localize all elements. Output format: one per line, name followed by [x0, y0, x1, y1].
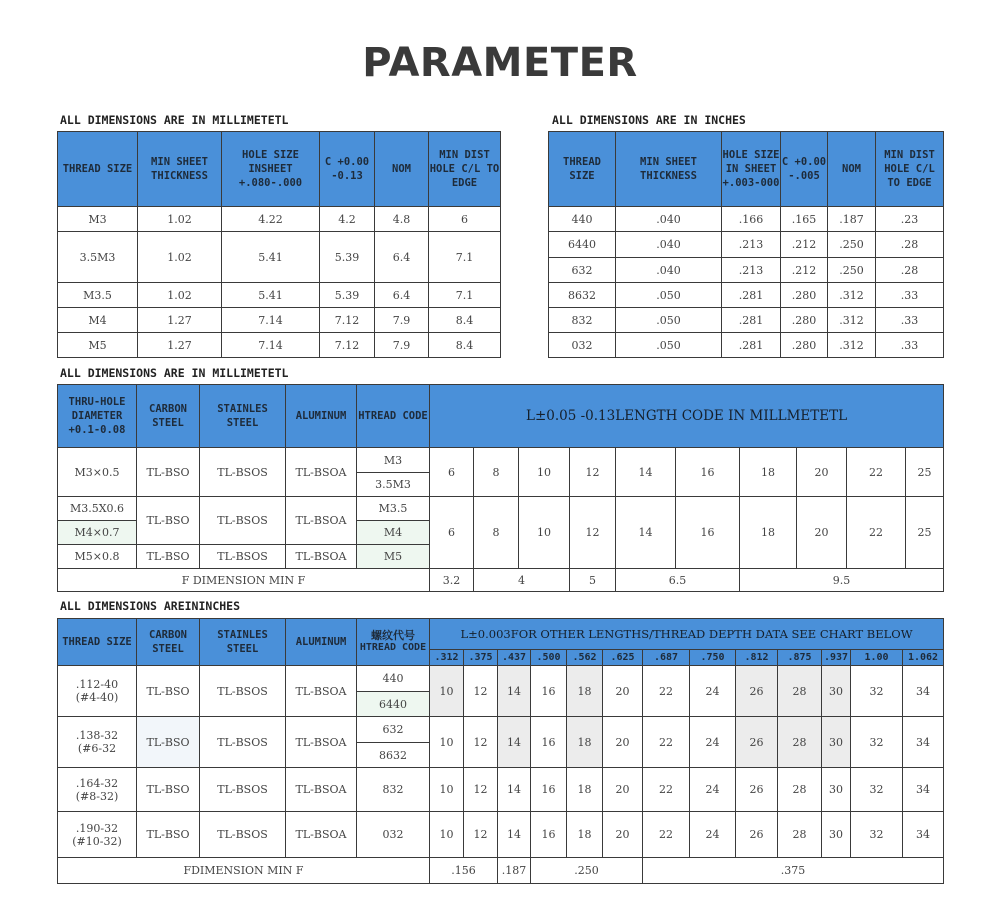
table3-header-row: [58, 385, 944, 448]
cell: 8: [474, 497, 519, 569]
thread-size-line: (#10-32): [72, 834, 122, 848]
header-hole-size: HOLE SIZE INSHEET +.080-.000: [222, 132, 320, 207]
cell: .23: [876, 207, 944, 232]
cell: 12: [464, 666, 498, 717]
thread-size-line: .164-32: [75, 776, 119, 790]
cell: .312: [828, 283, 876, 308]
table-row: [58, 308, 501, 333]
cell: 20: [603, 768, 643, 812]
cell: 7.1: [429, 283, 501, 308]
header-thread-size: THREAD SIZE: [58, 619, 137, 666]
cell: 18: [740, 497, 797, 569]
cell: 10: [519, 448, 570, 497]
cell: M3: [58, 207, 138, 232]
table-row: [549, 333, 944, 358]
header-thread-code: HTREAD CODE: [357, 385, 430, 448]
table-inch-thread: [548, 131, 944, 358]
cell: 18: [567, 768, 603, 812]
cell: TL-BSOA: [286, 497, 357, 545]
header-aluminum: ALUMINUM: [286, 385, 357, 448]
cell: 18: [567, 717, 603, 768]
cell: 6440: [549, 232, 616, 258]
header-thread-size: THREAD SIZE: [549, 132, 616, 207]
cell: 20: [603, 717, 643, 768]
table4-caption: ALL DIMENSIONS AREININCHES: [60, 599, 241, 613]
thread-size-line: .190-32: [75, 821, 119, 835]
cell: M4: [58, 308, 138, 333]
cell: M4×0.7: [58, 521, 137, 545]
cell: .280: [781, 333, 828, 358]
cell: 3.2: [430, 569, 474, 592]
cell: 16: [531, 812, 567, 858]
cell: TL-BSOS: [200, 545, 286, 569]
table-row: [549, 283, 944, 308]
cell: 24: [690, 812, 736, 858]
cell: .050: [616, 283, 722, 308]
cell: M5×0.8: [58, 545, 137, 569]
cell: 10: [430, 666, 464, 717]
cell: 6: [430, 497, 474, 569]
cell: 14: [616, 448, 676, 497]
f-dimension-label: FDIMENSION MIN F: [58, 858, 430, 884]
cell: 18: [567, 812, 603, 858]
cell: 10: [519, 497, 570, 569]
cell: 22: [643, 666, 690, 717]
cell: 8632: [357, 743, 430, 768]
header-stainless: STAINLES STEEL: [200, 619, 286, 666]
cell: 28: [778, 666, 822, 717]
table-row: [58, 717, 944, 743]
cell: 28: [778, 717, 822, 768]
length-header: .812: [736, 650, 778, 666]
header-stainless: STAINLES STEEL: [200, 385, 286, 448]
cell: 8: [474, 448, 519, 497]
length-header: .625: [603, 650, 643, 666]
header-hole-size: HOLE SIZE IN SHEET +.003-000: [722, 132, 781, 207]
table-row: [58, 448, 944, 473]
cell: TL-BSOA: [286, 812, 357, 858]
cell: .250: [531, 858, 643, 884]
table-row: [549, 232, 944, 258]
cell: 28: [778, 812, 822, 858]
cell: 20: [603, 666, 643, 717]
length-header: .437: [498, 650, 531, 666]
cell: 32: [851, 768, 903, 812]
cell: 14: [498, 768, 531, 812]
cell: M3.5: [357, 497, 430, 521]
header-length-code: L±0.05 -0.13LENGTH CODE IN MILLMETETL: [430, 385, 944, 448]
cell: 10: [430, 717, 464, 768]
cell: 32: [851, 717, 903, 768]
cell: TL-BSOA: [286, 768, 357, 812]
cell: 3.5M3: [357, 473, 430, 497]
cell: 6: [429, 207, 501, 232]
cell: 10: [430, 768, 464, 812]
cell: 832: [549, 308, 616, 333]
cell: 7.12: [320, 308, 375, 333]
cell: 7.12: [320, 333, 375, 358]
cell: 22: [847, 497, 906, 569]
table-row-f-dimension: [58, 858, 944, 884]
cell: 832: [357, 768, 430, 812]
cell: 16: [531, 666, 567, 717]
table3-caption: ALL DIMENSIONS ARE IN MILLIMETETL: [60, 366, 289, 380]
cell: .28: [876, 232, 944, 258]
length-header: .937: [822, 650, 851, 666]
cell: 14: [498, 717, 531, 768]
length-header: .750: [690, 650, 736, 666]
table-row: [549, 207, 944, 232]
table-row: [58, 207, 501, 232]
table-row: [58, 666, 944, 692]
cell: 5: [570, 569, 616, 592]
cell: 1.27: [138, 333, 222, 358]
cell: .050: [616, 308, 722, 333]
cell: 4: [474, 569, 570, 592]
cell: .250: [828, 258, 876, 283]
cell: 32: [851, 666, 903, 717]
cell: M5: [58, 333, 138, 358]
header-min-sheet: MIN SHEET THICKNESS: [616, 132, 722, 207]
cell: M3×0.5: [58, 448, 137, 497]
header-thread-code: [357, 619, 430, 666]
cell: .375: [643, 858, 944, 884]
cell: 14: [616, 497, 676, 569]
cell: 26: [736, 666, 778, 717]
cell: 28: [778, 768, 822, 812]
cell: [58, 666, 137, 717]
cell: TL-BSOS: [200, 717, 286, 768]
cell: 12: [464, 812, 498, 858]
cell: 1.02: [138, 232, 222, 283]
header-thread-size: THREAD SIZE: [58, 132, 138, 207]
cell: 30: [822, 768, 851, 812]
cell: 7.14: [222, 333, 320, 358]
cell: 26: [736, 812, 778, 858]
header-aluminum: ALUMINUM: [286, 619, 357, 666]
cell: .187: [828, 207, 876, 232]
cell: 34: [903, 768, 944, 812]
page-title: PARAMETER: [362, 40, 638, 86]
cell: 1.27: [138, 308, 222, 333]
cell: 440: [357, 666, 430, 692]
cell: 6: [430, 448, 474, 497]
cell: .040: [616, 258, 722, 283]
cell: 032: [549, 333, 616, 358]
table4-header-row: [58, 619, 944, 650]
length-header: .500: [531, 650, 567, 666]
length-header: .375: [464, 650, 498, 666]
cell: TL-BSOS: [200, 666, 286, 717]
cell: .281: [722, 333, 781, 358]
header-nom: NOM: [375, 132, 429, 207]
cell: TL-BSO: [137, 497, 200, 545]
cell: 25: [906, 497, 944, 569]
cell: TL-BSOS: [200, 812, 286, 858]
cell: 34: [903, 666, 944, 717]
cell: TL-BSO: [137, 545, 200, 569]
header-carbon: CARBON STEEL: [137, 619, 200, 666]
cell: .312: [828, 333, 876, 358]
cell: 6440: [357, 692, 430, 717]
cell: 4.2: [320, 207, 375, 232]
cell: 6.4: [375, 283, 429, 308]
table-inch-length: [57, 618, 944, 884]
cell: M3.5X0.6: [58, 497, 137, 521]
cell: 632: [357, 717, 430, 743]
f-dimension-label: F DIMENSION MIN F: [58, 569, 430, 592]
cell: 26: [736, 768, 778, 812]
cell: 14: [498, 812, 531, 858]
cell: 7.9: [375, 308, 429, 333]
cell: 5.39: [320, 283, 375, 308]
cell: 16: [676, 497, 740, 569]
cell: .281: [722, 308, 781, 333]
cell: 10: [430, 812, 464, 858]
header-c: C +0.00 -0.13: [320, 132, 375, 207]
header-min-dist: MIN DIST HOLE C/L TO EDGE: [429, 132, 501, 207]
cell: 9.5: [740, 569, 944, 592]
table-mm-thread: [57, 131, 501, 358]
cell: 14: [498, 666, 531, 717]
cell: .166: [722, 207, 781, 232]
table2-header-row: [549, 132, 944, 207]
cell: M5: [357, 545, 430, 569]
cell: .33: [876, 333, 944, 358]
table-row: [58, 497, 944, 521]
cell: 8.4: [429, 308, 501, 333]
cell: .33: [876, 283, 944, 308]
cell: [58, 812, 137, 858]
cell: 34: [903, 717, 944, 768]
cell: .040: [616, 207, 722, 232]
cell: TL-BSO: [137, 717, 200, 768]
table-row: [58, 283, 501, 308]
cell: 4.22: [222, 207, 320, 232]
cell: 16: [531, 768, 567, 812]
cell: .212: [781, 258, 828, 283]
length-header: 1.00: [851, 650, 903, 666]
length-header: .312: [430, 650, 464, 666]
cell: TL-BSOA: [286, 448, 357, 497]
cell: 1.02: [138, 207, 222, 232]
table1-header-row: [58, 132, 501, 207]
thread-size-line: (#8-32): [75, 789, 119, 803]
cell: .312: [828, 308, 876, 333]
cell: 16: [676, 448, 740, 497]
table-row: [549, 308, 944, 333]
length-header: .687: [643, 650, 690, 666]
cell: 30: [822, 666, 851, 717]
cell: M4: [357, 521, 430, 545]
cell: [58, 768, 137, 812]
table2-caption: ALL DIMENSIONS ARE IN INCHES: [552, 113, 746, 127]
cell: .28: [876, 258, 944, 283]
table-row: [58, 232, 501, 283]
cell: 18: [740, 448, 797, 497]
table-mm-length: [57, 384, 944, 592]
cell: 8632: [549, 283, 616, 308]
table-row-f-dimension: [58, 569, 944, 592]
cell: M3: [357, 448, 430, 473]
cell: 25: [906, 448, 944, 497]
cell: 12: [570, 497, 616, 569]
cell: .187: [498, 858, 531, 884]
cell: 5.41: [222, 283, 320, 308]
cell: 8.4: [429, 333, 501, 358]
cell: 632: [549, 258, 616, 283]
cell: 34: [903, 812, 944, 858]
cell: .212: [781, 232, 828, 258]
cell: TL-BSOS: [200, 448, 286, 497]
cell: 7.1: [429, 232, 501, 283]
cell: 22: [847, 448, 906, 497]
cell: 12: [464, 768, 498, 812]
cell: TL-BSOS: [200, 768, 286, 812]
cell: .280: [781, 283, 828, 308]
cell: 18: [567, 666, 603, 717]
cell: 24: [690, 666, 736, 717]
cell: .156: [430, 858, 498, 884]
cell: TL-BSO: [137, 812, 200, 858]
table-row: [58, 768, 944, 812]
cell: 032: [357, 812, 430, 858]
cell: TL-BSOA: [286, 666, 357, 717]
cell: TL-BSOA: [286, 717, 357, 768]
header-c: C +0.00 -.005: [781, 132, 828, 207]
cell: M3.5: [58, 283, 138, 308]
table-row: [58, 812, 944, 858]
cell: 20: [797, 497, 847, 569]
cell: 440: [549, 207, 616, 232]
cell: .281: [722, 283, 781, 308]
thread-size-line: (#4-40): [75, 691, 119, 704]
cell: TL-BSOS: [200, 497, 286, 545]
header-min-dist: MIN DIST HOLE C/L TO EDGE: [876, 132, 944, 207]
cell: .250: [828, 232, 876, 258]
table-row: [549, 258, 944, 283]
header-thru-hole: THRU-HOLE DIAMETER +0.1-0.08: [58, 385, 137, 448]
cell: 7.14: [222, 308, 320, 333]
cell: 20: [603, 812, 643, 858]
cell: 22: [643, 812, 690, 858]
header-carbon: CARBON STEEL: [137, 385, 200, 448]
cell: .050: [616, 333, 722, 358]
header-min-sheet: MIN SHEET THICKNESS: [138, 132, 222, 207]
cell: .040: [616, 232, 722, 258]
table1-caption: ALL DIMENSIONS ARE IN MILLIMETETL: [60, 113, 289, 127]
cell: 1.02: [138, 283, 222, 308]
header-length: L±0.003FOR OTHER LENGTHS/THREAD DEPTH DATA SEE CHART BELOW: [430, 619, 944, 650]
cell: 20: [797, 448, 847, 497]
table-row: [58, 333, 501, 358]
cell: 32: [851, 812, 903, 858]
cell: 4.8: [375, 207, 429, 232]
cell: 16: [531, 717, 567, 768]
cell: 12: [464, 717, 498, 768]
cell: .33: [876, 308, 944, 333]
cell: 5.39: [320, 232, 375, 283]
thread-size-line: .138-32: [75, 729, 119, 742]
cell: .213: [722, 258, 781, 283]
cell: 26: [736, 717, 778, 768]
cell: 12: [570, 448, 616, 497]
cell: 22: [643, 717, 690, 768]
thread-code-label: HTREAD CODE: [359, 642, 427, 653]
cell: TL-BSO: [137, 768, 200, 812]
cell: .213: [722, 232, 781, 258]
cell: TL-BSOA: [286, 545, 357, 569]
cell: 6.4: [375, 232, 429, 283]
cell: 24: [690, 768, 736, 812]
cell: .280: [781, 308, 828, 333]
length-header: .875: [778, 650, 822, 666]
thread-size-line: (#6-32: [77, 742, 117, 755]
header-nom: NOM: [828, 132, 876, 207]
thread-code-cn-label: 螺纹代号: [371, 629, 415, 642]
cell: TL-BSO: [137, 448, 200, 497]
cell: 6.5: [616, 569, 740, 592]
cell: 22: [643, 768, 690, 812]
cell: 30: [822, 812, 851, 858]
length-header: .562: [567, 650, 603, 666]
cell: 5.41: [222, 232, 320, 283]
thread-size-line: .112-40: [75, 678, 119, 691]
length-header: 1.062: [903, 650, 944, 666]
cell: 7.9: [375, 333, 429, 358]
cell: TL-BSO: [137, 666, 200, 717]
cell: 3.5M3: [58, 232, 138, 283]
cell: 24: [690, 717, 736, 768]
cell: [58, 717, 137, 768]
cell: .165: [781, 207, 828, 232]
cell: 30: [822, 717, 851, 768]
